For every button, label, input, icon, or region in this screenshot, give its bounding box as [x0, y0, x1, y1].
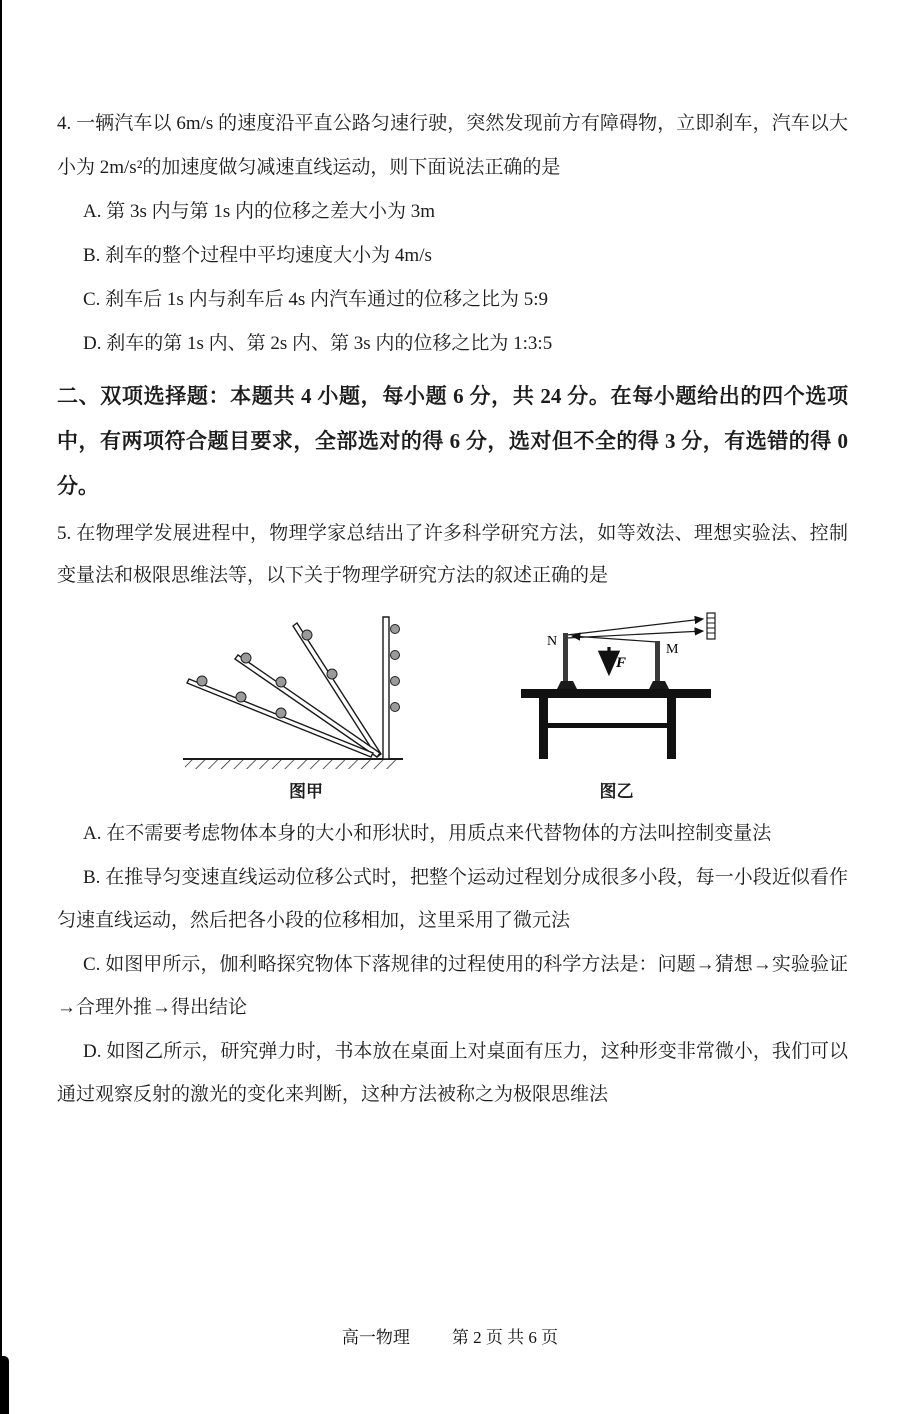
table-laser-diagram: [509, 611, 724, 773]
ball-icon: [302, 630, 312, 640]
section2-header: 二、双项选择题：本题共 4 小题，每小题 6 分，共 24 分。在每小题给出的四个选项中，有两项符合题目要求，全部选对的得 6 分，选对但不全的得 3 分，有选错的得 0 分。: [57, 384, 848, 498]
footer-course: 高一物理: [341, 1328, 410, 1347]
incline-steep: [293, 623, 381, 757]
vertical-board: [383, 617, 400, 759]
question5-option-a: A. 在不需要考虑物体本身的大小和形状时，用质点来代替物体的方法叫控制变量法: [83, 823, 772, 844]
question4-option-a: A. 第 3s 内与第 1s 内的位移之差大小为 3m: [83, 201, 436, 222]
question5-options: [57, 812, 848, 1117]
ball-icon: [391, 651, 400, 660]
force-label: F: [616, 655, 627, 671]
question5-figures: [175, 611, 848, 802]
question4-option-b: B. 刹车的整个过程中平均速度大小为 4m/s: [83, 245, 432, 266]
ball-icon: [276, 708, 286, 718]
ball-icon: [391, 677, 400, 686]
question5-option-c: C. 如图甲所示，伽利略探究物体下落规律的过程使用的科学方法是：问题→猜想→实验验证→合理外推→得出结论: [57, 953, 848, 1018]
ball-icon: [327, 669, 337, 679]
ground: [183, 759, 403, 769]
ball-icon: [276, 677, 286, 687]
ball-icon: [391, 703, 400, 712]
ball-icon: [391, 625, 400, 634]
post-n-label: N: [547, 634, 558, 649]
figure-yi: [509, 611, 724, 802]
figure-jia: [175, 611, 437, 802]
question4-option-c: C. 刹车后 1s 内与刹车后 4s 内汽车通过的位移之比为 5:9: [83, 289, 548, 310]
post-m-label: M: [666, 642, 679, 657]
scale-ruler: [707, 613, 715, 639]
scan-artifact-corner: [0, 1356, 9, 1414]
ball-icon: [236, 692, 246, 702]
incline-middle: [235, 653, 380, 757]
ball-icon: [241, 653, 251, 663]
ball-icon: [197, 676, 207, 686]
table: [521, 689, 711, 759]
question4-option-d: D. 刹车的第 1s 内、第 2s 内、第 3s 内的位移之比为 1:3:5: [83, 333, 553, 354]
laser-beams: [567, 619, 703, 642]
footer-page-number: 第 2 页 共 6 页: [451, 1328, 559, 1347]
post-m: [649, 641, 679, 689]
question5-stem: 5. 在物理学发展进程中，物理学家总结出了许多科学研究方法，如等效法、理想实验法、控制变量法和极限思维法等，以下关于物理学研究方法的叙述正确的是: [57, 523, 848, 586]
galileo-incline-diagram: [175, 611, 437, 773]
question5-option-d: D. 如图乙所示，研究弹力时，书本放在桌面上对桌面有压力，这种形变非常微小，我们可以通过观察反射的激光的变化来判断，这种方法被称之为极限思维法: [57, 1040, 848, 1105]
post-n: [547, 633, 577, 689]
question4-options: [57, 190, 848, 366]
question5-option-b: B. 在推导匀变速直线运动位移公式时，把整个运动过程划分成很多小段，每一小段近似看作匀速直线运动，然后把各小段的位移相加，这里采用了微元法: [57, 866, 848, 931]
scan-artifact-left-edge: [0, 0, 2, 1414]
force-arrow: [609, 647, 626, 673]
figure-jia-caption: 图甲: [289, 782, 323, 801]
figure-yi-caption: 图乙: [599, 782, 634, 801]
question4-stem: 4. 一辆汽车以 6m/s 的速度沿平直公路匀速行驶，突然发现前方有障碍物，立即刹车，汽车以大小为 2m/s²的加速度做匀减速直线运动，则下面说法正确的是: [57, 113, 848, 178]
page-footer: [0, 1323, 900, 1348]
